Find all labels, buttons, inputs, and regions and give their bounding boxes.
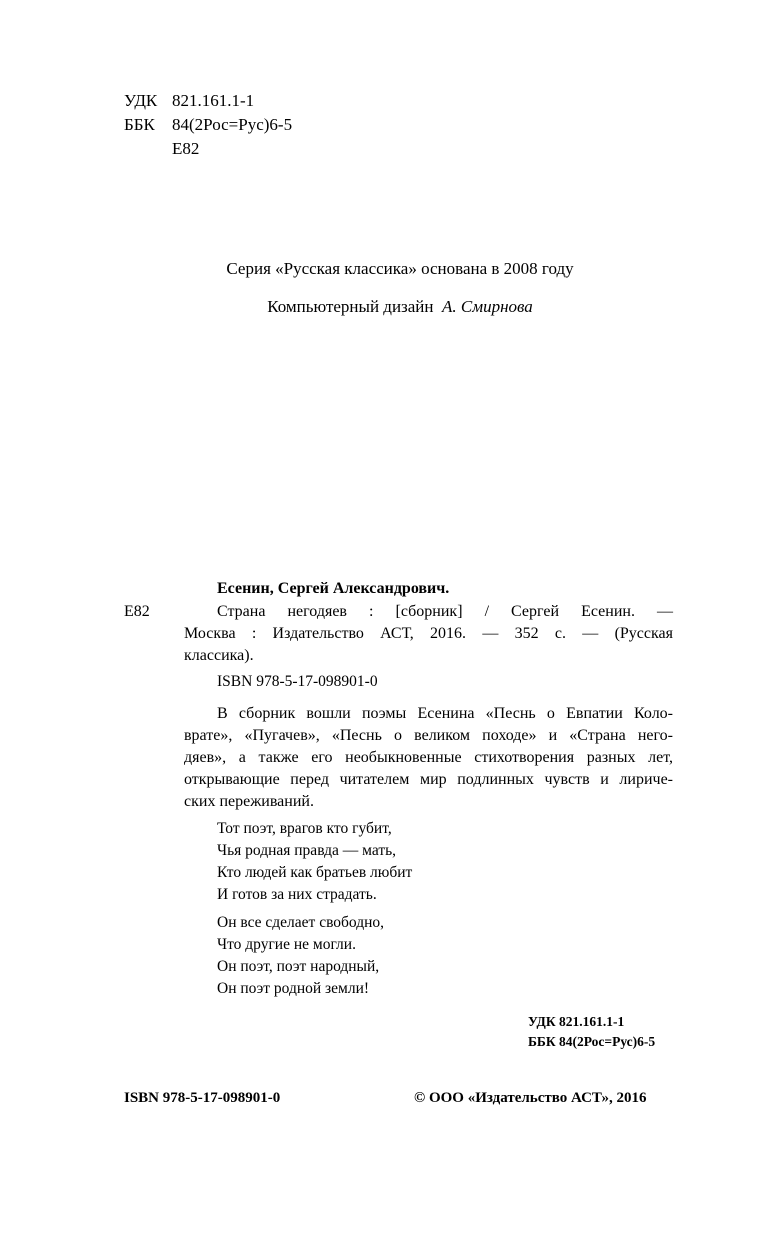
verse-line: Что другие не могли. bbox=[217, 936, 356, 953]
bib-desc-line: классика). bbox=[184, 647, 254, 664]
bottom-udk: УДК 821.161.1-1 bbox=[528, 1014, 625, 1029]
author-mark-row bbox=[124, 137, 292, 161]
bib-author: Есенин, Сергей Александрович. bbox=[217, 580, 450, 597]
bbk-label: ББК bbox=[124, 115, 155, 134]
verse-stanza-2 bbox=[217, 912, 384, 1000]
udk-value: 821.161.1-1 bbox=[172, 91, 255, 110]
verse-line: Чья родная правда — мать, bbox=[217, 842, 397, 859]
verse-line: Он поэт родной земли! bbox=[217, 980, 370, 997]
bib-description bbox=[184, 601, 673, 667]
bib-desc-line: Москва : Издательство АСТ, 2016. — 352 с. — (Русская bbox=[184, 625, 673, 642]
bib-desc-line: Страна негодяев : [сборник] / Сергей Есенин. — bbox=[217, 603, 673, 620]
series-line: Серия «Русская классика» основана в 2008 году bbox=[226, 259, 574, 278]
bottom-codes bbox=[528, 1012, 655, 1052]
bottom-bbk: ББК 84(2Рос=Рус)6-5 bbox=[528, 1034, 656, 1049]
verse-line: Он все сделает свободно, bbox=[217, 914, 385, 931]
design-credit bbox=[0, 295, 768, 319]
bib-isbn: ISBN 978-5-17-098901-0 bbox=[217, 673, 378, 690]
udk-label: УДК bbox=[124, 91, 158, 110]
author-mark: Е82 bbox=[172, 139, 200, 158]
bbk-row bbox=[124, 113, 292, 137]
verse-stanza-1 bbox=[217, 818, 412, 906]
footer-isbn: ISBN 978-5-17-098901-0 bbox=[124, 1090, 281, 1106]
verse-line: Он поэт, поэт народный, bbox=[217, 958, 380, 975]
annotation-line: открывающие перед читателем мир подлинных чувств и лириче- bbox=[184, 771, 673, 788]
verse-line: И готов за них страдать. bbox=[217, 886, 377, 903]
verse-line: Кто людей как братьев любит bbox=[217, 864, 413, 881]
annotation bbox=[184, 703, 673, 813]
bib-mark: Е82 bbox=[124, 603, 150, 620]
designer-name: А. Смирнова bbox=[442, 297, 533, 316]
annotation-line: ских переживаний. bbox=[184, 793, 314, 810]
udk-row bbox=[124, 89, 292, 113]
annotation-line: дяев», а также его необыкновенные стихотворения разных лет, bbox=[184, 749, 673, 766]
annotation-line: В сборник вошли поэмы Есенина «Песнь о Евпатии Коло- bbox=[217, 705, 673, 722]
annotation-line: врате», «Пугачев», «Песнь о великом походе» и «Страна него- bbox=[184, 727, 673, 744]
classification-codes bbox=[124, 89, 292, 161]
verse-line: Тот поэт, врагов кто губит, bbox=[217, 820, 392, 837]
bbk-value: 84(2Рос=Рус)6-5 bbox=[172, 115, 293, 134]
footer-copyright: © ООО «Издательство АСТ», 2016 bbox=[414, 1090, 647, 1106]
design-label: Компьютерный дизайн bbox=[267, 297, 438, 316]
